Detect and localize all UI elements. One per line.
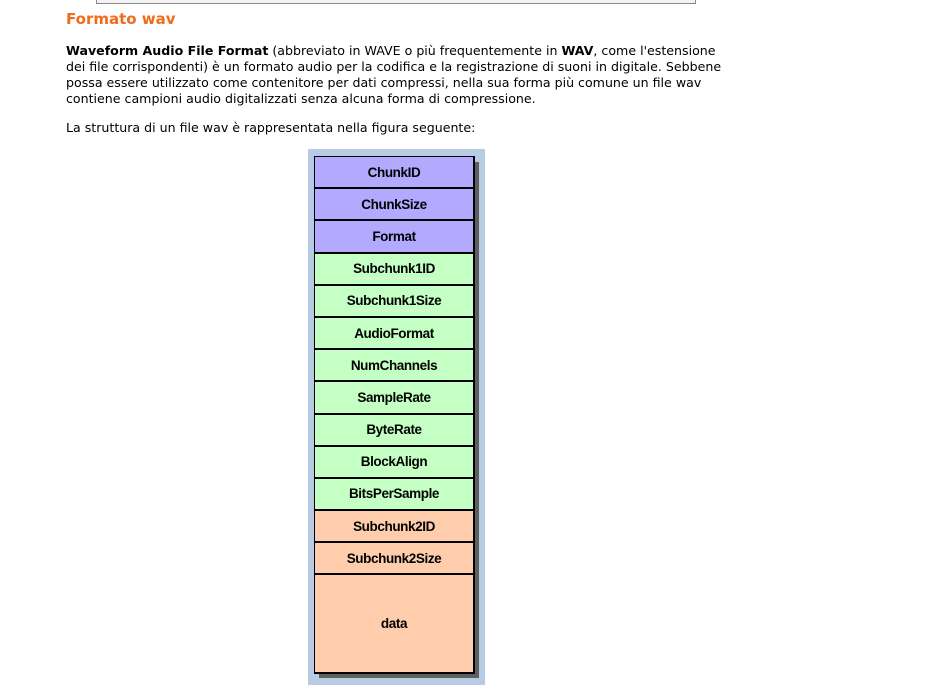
field-subchunk1id: Subchunk1ID [315,254,473,284]
wav-structure-diagram [308,149,485,685]
field-byterate: ByteRate [315,415,473,445]
format-name: Waveform Audio File Format [66,43,269,58]
intro-text-1: (abbreviato in WAVE o più frequentemente in [268,43,562,58]
field-subchunk1size: Subchunk1Size [315,286,473,316]
intro-text-2: , come l'estensione dei file corrispondenti) è un formato audio per la codifica e la registrazione di suoni in digitale. Sebbene possa essere utilizzato come contenitore per dati compressi, nella sua forma più comune un file wav contiene campioni audio digitalizzati senza alcuna forma di compressione. [66,43,722,106]
field-format: Format [315,221,473,251]
field-bitspersample: BitsPerSample [315,479,473,509]
field-audioformat: AudioFormat [315,318,473,348]
field-data: data [315,575,473,672]
field-numchannels: NumChannels [315,350,473,380]
structure-sentence: La struttura di un file wav è rappresentata nella figura seguente: [66,120,476,135]
intro-paragraph [66,43,726,107]
field-blockalign: BlockAlign [315,447,473,477]
top-frame-edge [96,0,696,4]
field-samplerate: SampleRate [315,382,473,412]
field-stack [314,156,475,674]
page-title: Formato wav [66,10,176,28]
field-subchunk2size: Subchunk2Size [315,543,473,573]
field-subchunk2id: Subchunk2ID [315,511,473,541]
field-chunksize: ChunkSize [315,189,473,219]
format-extension: WAV [561,43,594,58]
field-chunkid: ChunkID [315,157,473,187]
